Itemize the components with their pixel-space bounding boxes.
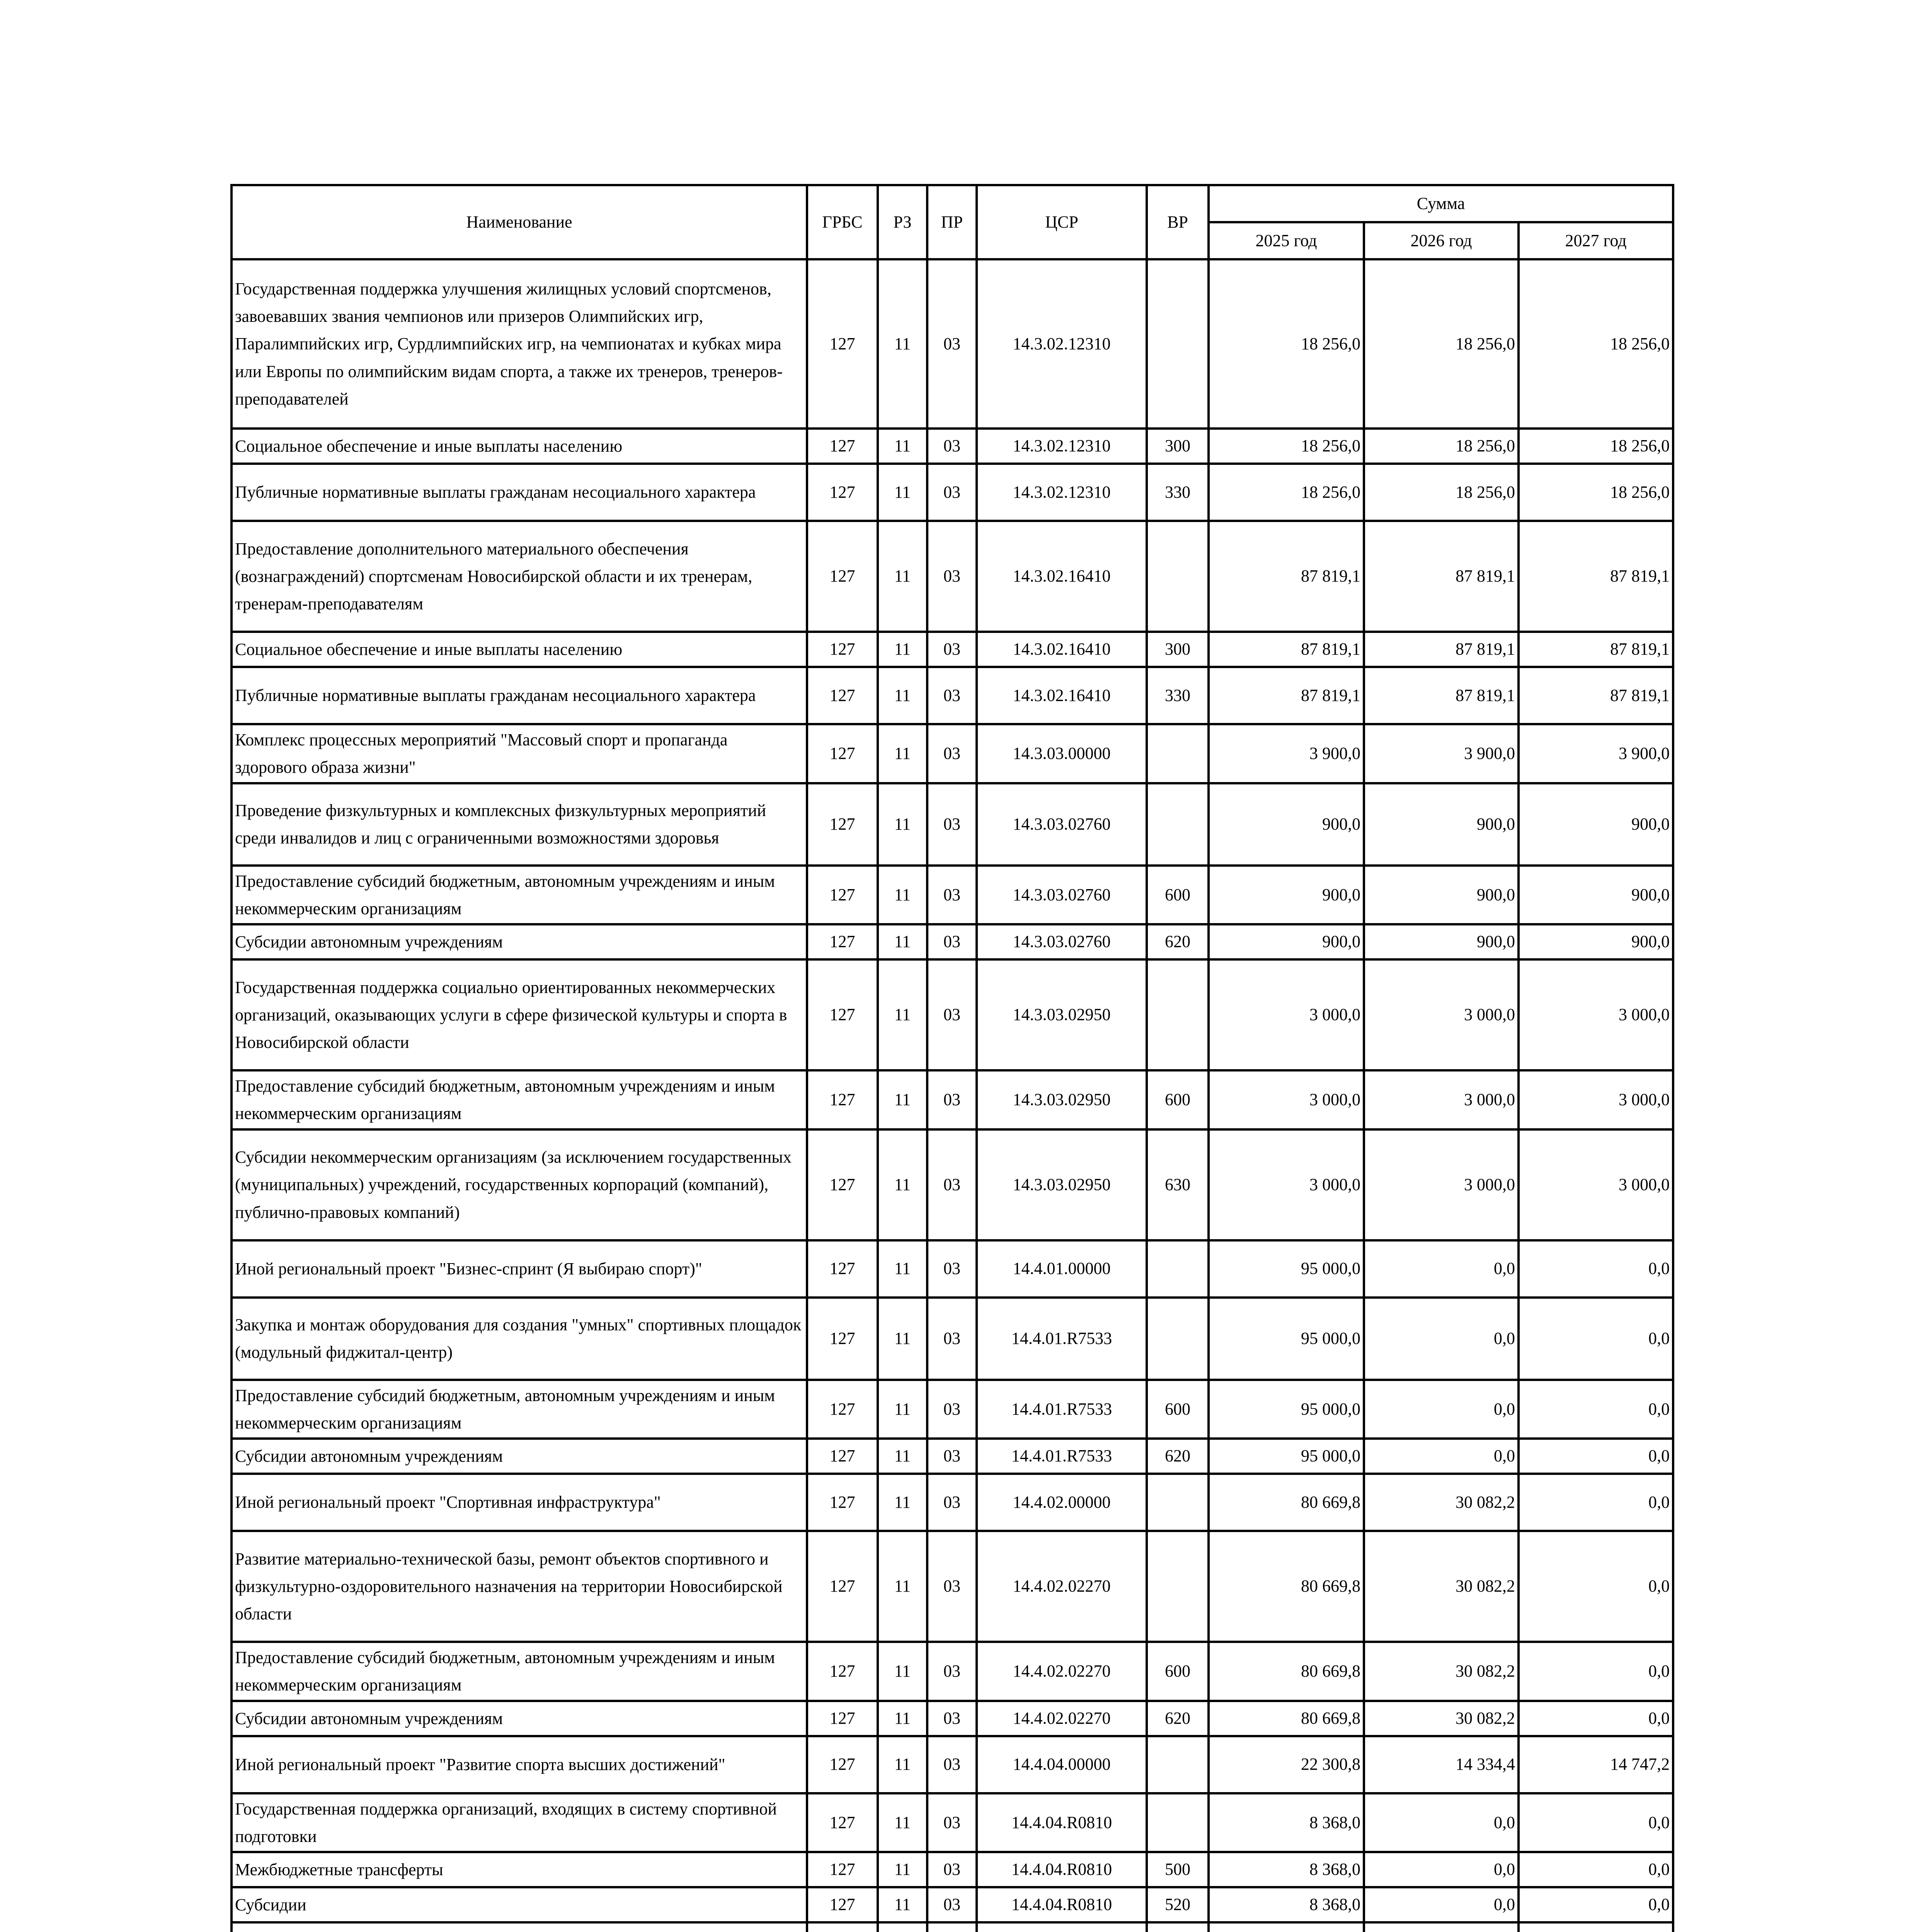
row-sum-2027: 0,0 (1519, 1852, 1673, 1887)
row-pr: 03 (927, 959, 977, 1070)
row-rz: 11 (878, 1531, 927, 1642)
row-vr (1147, 1474, 1209, 1531)
row-grbs: 127 (807, 1298, 878, 1380)
table-row (232, 1531, 1673, 1642)
row-pr: 03 (927, 259, 977, 429)
row-grbs: 127 (807, 1531, 878, 1642)
row-csr: 14.4.02.00000 (977, 1474, 1147, 1531)
row-sum-2026: 18 256,0 (1364, 259, 1519, 429)
row-grbs: 127 (807, 1240, 878, 1298)
row-rz: 11 (878, 1642, 927, 1701)
table-row (232, 464, 1673, 521)
row-grbs: 127 (807, 1852, 878, 1887)
row-grbs (807, 1922, 878, 1932)
row-sum-2026: 18 256,0 (1364, 429, 1519, 464)
table-row (232, 1922, 1673, 1932)
header-year-2025: 2025 год (1209, 222, 1364, 259)
header-csr: ЦСР (977, 185, 1147, 259)
row-vr: 630 (1147, 1129, 1209, 1240)
row-sum-2027: 900,0 (1519, 866, 1673, 925)
row-sum-2025: 3 900,0 (1209, 724, 1364, 783)
row-sum-2026: 900,0 (1364, 924, 1519, 959)
row-sum-2025 (1209, 1922, 1364, 1932)
row-rz: 11 (878, 667, 927, 724)
row-vr: 600 (1147, 866, 1209, 925)
row-grbs: 127 (807, 959, 878, 1070)
row-grbs: 127 (807, 1642, 878, 1701)
row-rz: 11 (878, 924, 927, 959)
row-sum-2026: 0,0 (1364, 1240, 1519, 1298)
row-sum-2026: 14 334,4 (1364, 1736, 1519, 1793)
table-row (232, 924, 1673, 959)
row-sum-2026: 0,0 (1364, 1439, 1519, 1474)
row-sum-2026: 0,0 (1364, 1852, 1519, 1887)
row-csr: 14.4.01.R7533 (977, 1380, 1147, 1439)
row-vr (1147, 1736, 1209, 1793)
row-vr: 600 (1147, 1070, 1209, 1129)
row-pr: 03 (927, 924, 977, 959)
row-sum-2025: 95 000,0 (1209, 1240, 1364, 1298)
row-name: Развитие материально-технической базы, ремонт объектов спортивного и физкультурно-оздоровительного назначения на территории Новосибирской области (232, 1531, 807, 1642)
row-sum-2027: 900,0 (1519, 924, 1673, 959)
row-sum-2026: 0,0 (1364, 1887, 1519, 1922)
row-rz: 11 (878, 1887, 927, 1922)
row-sum-2027: 0,0 (1519, 1474, 1673, 1531)
row-vr: 600 (1147, 1380, 1209, 1439)
row-rz: 11 (878, 632, 927, 667)
row-grbs: 127 (807, 632, 878, 667)
row-pr: 03 (927, 1852, 977, 1887)
row-sum-2025: 80 669,8 (1209, 1701, 1364, 1736)
row-pr: 03 (927, 1531, 977, 1642)
row-grbs: 127 (807, 667, 878, 724)
row-name: Предоставление субсидий бюджетным, автономным учреждениям и иным некоммерческим организациям (232, 1070, 807, 1129)
row-sum-2025: 3 000,0 (1209, 959, 1364, 1070)
table-row (232, 429, 1673, 464)
row-vr (1147, 783, 1209, 866)
table-row (232, 667, 1673, 724)
row-sum-2026 (1364, 1922, 1519, 1932)
row-grbs: 127 (807, 924, 878, 959)
row-name: Публичные нормативные выплаты гражданам несоциального характера (232, 464, 807, 521)
row-sum-2026: 3 000,0 (1364, 1129, 1519, 1240)
row-vr: 330 (1147, 464, 1209, 521)
row-csr: 14.3.02.16410 (977, 521, 1147, 632)
row-vr: 620 (1147, 1439, 1209, 1474)
row-sum-2026: 3 900,0 (1364, 724, 1519, 783)
row-sum-2026: 3 000,0 (1364, 1070, 1519, 1129)
header-pr: ПР (927, 185, 977, 259)
table-row (232, 1852, 1673, 1887)
row-name: Закупка и монтаж оборудования для создания "умных" спортивных площадок (модульный фиджитал-центр) (232, 1298, 807, 1380)
row-pr: 03 (927, 1129, 977, 1240)
row-vr: 600 (1147, 1642, 1209, 1701)
row-sum-2027: 3 000,0 (1519, 1070, 1673, 1129)
row-sum-2026: 30 082,2 (1364, 1701, 1519, 1736)
row-sum-2025: 900,0 (1209, 866, 1364, 925)
row-name: Государственная поддержка социально ориентированных некоммерческих организаций, оказывающих услуги в сфере физической культуры и спорта в Новосибирской области (232, 959, 807, 1070)
row-pr: 03 (927, 1474, 977, 1531)
row-vr (1147, 1922, 1209, 1932)
table-row (232, 1887, 1673, 1922)
row-sum-2026: 18 256,0 (1364, 464, 1519, 521)
row-sum-2025: 80 669,8 (1209, 1642, 1364, 1701)
row-sum-2027: 87 819,1 (1519, 632, 1673, 667)
row-vr (1147, 1793, 1209, 1852)
row-csr: 14.4.01.R7533 (977, 1439, 1147, 1474)
row-sum-2027: 3 000,0 (1519, 959, 1673, 1070)
row-pr: 03 (927, 1887, 977, 1922)
row-rz: 11 (878, 1298, 927, 1380)
header-sum: Сумма (1209, 185, 1673, 222)
row-sum-2027 (1519, 1922, 1673, 1932)
row-vr: 300 (1147, 429, 1209, 464)
row-pr: 03 (927, 1070, 977, 1129)
row-name: Субсидии некоммерческим организациям (за исключением государственных (муниципальных) учреждений, государственных корпораций (компаний), публично-правовых компаний) (232, 1129, 807, 1240)
row-rz: 11 (878, 521, 927, 632)
row-sum-2027: 3 000,0 (1519, 1129, 1673, 1240)
row-name: Иной региональный проект "Спортивная инфраструктура" (232, 1474, 807, 1531)
row-sum-2026: 900,0 (1364, 783, 1519, 866)
row-csr: 14.4.02.02270 (977, 1701, 1147, 1736)
row-sum-2027: 0,0 (1519, 1642, 1673, 1701)
header-vr: ВР (1147, 185, 1209, 259)
row-grbs: 127 (807, 1070, 878, 1129)
row-sum-2027: 0,0 (1519, 1887, 1673, 1922)
row-rz: 11 (878, 259, 927, 429)
row-name: Государственная поддержка улучшения жилищных условий спортсменов, завоевавших звания чемпионов или призеров Олимпийских игр, Паралимпийских игр, Сурдлимпийских игр, на чемпионатах и кубках мира или Европы по олимпийским видам спорта, а также их тренеров, тренеров-преподавателей (232, 259, 807, 429)
row-rz: 11 (878, 959, 927, 1070)
row-csr: 14.3.02.12310 (977, 464, 1147, 521)
row-sum-2025: 18 256,0 (1209, 464, 1364, 521)
row-pr: 03 (927, 1240, 977, 1298)
row-csr: 14.3.03.02950 (977, 959, 1147, 1070)
table-row (232, 1240, 1673, 1298)
row-pr: 03 (927, 1642, 977, 1701)
row-csr: 14.4.04.R0810 (977, 1887, 1147, 1922)
row-sum-2027: 0,0 (1519, 1531, 1673, 1642)
row-sum-2025: 8 368,0 (1209, 1887, 1364, 1922)
row-pr: 03 (927, 1793, 977, 1852)
row-vr: 520 (1147, 1887, 1209, 1922)
row-vr: 330 (1147, 667, 1209, 724)
row-sum-2025: 18 256,0 (1209, 429, 1364, 464)
row-vr: 620 (1147, 924, 1209, 959)
row-csr: 14.3.03.02950 (977, 1129, 1147, 1240)
row-rz: 11 (878, 1380, 927, 1439)
row-sum-2027: 0,0 (1519, 1240, 1673, 1298)
row-pr: 03 (927, 1298, 977, 1380)
row-grbs: 127 (807, 1887, 878, 1922)
row-rz: 11 (878, 1474, 927, 1531)
row-sum-2025: 95 000,0 (1209, 1380, 1364, 1439)
table-row (232, 959, 1673, 1070)
row-sum-2027: 14 747,2 (1519, 1736, 1673, 1793)
row-vr: 500 (1147, 1852, 1209, 1887)
row-sum-2026: 900,0 (1364, 866, 1519, 925)
row-rz: 11 (878, 1240, 927, 1298)
row-sum-2027: 3 900,0 (1519, 724, 1673, 783)
table-body (232, 259, 1673, 1932)
row-vr (1147, 1531, 1209, 1642)
row-vr (1147, 521, 1209, 632)
row-csr: 14.4.04.00000 (977, 1736, 1147, 1793)
header-year-2026: 2026 год (1364, 222, 1519, 259)
row-csr: 14.4.04.R0810 (977, 1793, 1147, 1852)
row-sum-2027: 900,0 (1519, 783, 1673, 866)
row-vr: 300 (1147, 632, 1209, 667)
row-sum-2026: 87 819,1 (1364, 667, 1519, 724)
row-pr: 03 (927, 724, 977, 783)
row-grbs: 127 (807, 1793, 878, 1852)
row-sum-2027: 87 819,1 (1519, 667, 1673, 724)
header-name: Наименование (232, 185, 807, 259)
row-csr: 14.3.03.02760 (977, 924, 1147, 959)
row-rz: 11 (878, 464, 927, 521)
row-csr: 14.4.02.02270 (977, 1531, 1147, 1642)
table-row (232, 866, 1673, 925)
table-row (232, 783, 1673, 866)
row-rz: 11 (878, 1852, 927, 1887)
row-sum-2025: 80 669,8 (1209, 1474, 1364, 1531)
row-sum-2026: 30 082,2 (1364, 1642, 1519, 1701)
budget-table (230, 184, 1674, 1932)
table-header (232, 185, 1673, 259)
row-name: Предоставление субсидий бюджетным, автономным учреждениям и иным некоммерческим организациям (232, 1642, 807, 1701)
row-sum-2025: 900,0 (1209, 783, 1364, 866)
row-sum-2027: 18 256,0 (1519, 429, 1673, 464)
row-grbs: 127 (807, 783, 878, 866)
row-rz: 11 (878, 1070, 927, 1129)
row-rz: 11 (878, 429, 927, 464)
row-sum-2025: 22 300,8 (1209, 1736, 1364, 1793)
table-row (232, 1439, 1673, 1474)
row-rz: 11 (878, 866, 927, 925)
row-sum-2027: 18 256,0 (1519, 464, 1673, 521)
row-name: Предоставление дополнительного материального обеспечения (вознаграждений) спортсменам Новосибирской области и их тренерам, тренерам-преподавателям (232, 521, 807, 632)
header-year-2027: 2027 год (1519, 222, 1673, 259)
row-sum-2025: 3 000,0 (1209, 1070, 1364, 1129)
row-csr: 14.3.03.00000 (977, 724, 1147, 783)
row-csr: 14.3.03.02760 (977, 783, 1147, 866)
row-rz: 11 (878, 783, 927, 866)
row-rz: 11 (878, 1793, 927, 1852)
row-pr: 03 (927, 866, 977, 925)
table-row (232, 1701, 1673, 1736)
row-grbs: 127 (807, 1380, 878, 1439)
row-grbs: 127 (807, 866, 878, 925)
table-row (232, 724, 1673, 783)
row-sum-2025: 8 368,0 (1209, 1852, 1364, 1887)
row-grbs: 127 (807, 1474, 878, 1531)
row-sum-2027: 0,0 (1519, 1298, 1673, 1380)
row-csr: 14.4.04.R0810 (977, 1852, 1147, 1887)
row-grbs: 127 (807, 521, 878, 632)
row-csr: 14.4.01.R7533 (977, 1298, 1147, 1380)
row-pr: 03 (927, 1701, 977, 1736)
header-grbs: ГРБС (807, 185, 878, 259)
row-name: Иной региональный проект "Бизнес-спринт (Я выбираю спорт)" (232, 1240, 807, 1298)
row-sum-2025: 95 000,0 (1209, 1439, 1364, 1474)
row-name: Комплекс процессных мероприятий "Массовый спорт и пропаганда здорового образа жизни" (232, 724, 807, 783)
row-rz: 11 (878, 1736, 927, 1793)
row-sum-2026: 0,0 (1364, 1380, 1519, 1439)
row-vr (1147, 259, 1209, 429)
row-vr (1147, 724, 1209, 783)
row-sum-2027: 0,0 (1519, 1380, 1673, 1439)
row-name: Иной региональный проект "Развитие спорта высших достижений" (232, 1736, 807, 1793)
row-csr: 14.3.02.12310 (977, 259, 1147, 429)
row-name (232, 1922, 807, 1932)
row-pr: 03 (927, 1736, 977, 1793)
row-name: Субсидии автономным учреждениям (232, 924, 807, 959)
row-rz: 11 (878, 1129, 927, 1240)
header-rz: РЗ (878, 185, 927, 259)
row-sum-2026: 3 000,0 (1364, 959, 1519, 1070)
row-sum-2025: 87 819,1 (1209, 667, 1364, 724)
row-csr: 14.4.01.00000 (977, 1240, 1147, 1298)
row-sum-2025: 18 256,0 (1209, 259, 1364, 429)
row-csr: 14.3.02.12310 (977, 429, 1147, 464)
row-sum-2025: 900,0 (1209, 924, 1364, 959)
row-rz: 11 (878, 1439, 927, 1474)
row-sum-2026: 0,0 (1364, 1793, 1519, 1852)
table-row (232, 1474, 1673, 1531)
row-name: Предоставление субсидий бюджетным, автономным учреждениям и иным некоммерческим организациям (232, 1380, 807, 1439)
row-pr: 03 (927, 667, 977, 724)
table-row (232, 1736, 1673, 1793)
row-sum-2026: 0,0 (1364, 1298, 1519, 1380)
row-sum-2025: 80 669,8 (1209, 1531, 1364, 1642)
row-rz (878, 1922, 927, 1932)
row-csr: 14.4.02.02270 (977, 1642, 1147, 1701)
row-grbs: 127 (807, 259, 878, 429)
row-sum-2026: 30 082,2 (1364, 1474, 1519, 1531)
row-grbs: 127 (807, 1701, 878, 1736)
row-rz: 11 (878, 1701, 927, 1736)
row-sum-2025: 3 000,0 (1209, 1129, 1364, 1240)
row-pr: 03 (927, 429, 977, 464)
row-vr (1147, 1298, 1209, 1380)
row-pr: 03 (927, 1380, 977, 1439)
row-name: Государственная поддержка организаций, входящих в систему спортивной подготовки (232, 1793, 807, 1852)
table-row (232, 1793, 1673, 1852)
row-name: Публичные нормативные выплаты гражданам несоциального характера (232, 667, 807, 724)
row-vr (1147, 1240, 1209, 1298)
row-name: Социальное обеспечение и иные выплаты населению (232, 429, 807, 464)
row-grbs: 127 (807, 429, 878, 464)
table-row (232, 259, 1673, 429)
row-grbs: 127 (807, 724, 878, 783)
row-pr: 03 (927, 521, 977, 632)
row-name: Социальное обеспечение и иные выплаты населению (232, 632, 807, 667)
row-name: Субсидии (232, 1887, 807, 1922)
row-sum-2026: 87 819,1 (1364, 632, 1519, 667)
table-row (232, 632, 1673, 667)
row-name: Проведение физкультурных и комплексных физкультурных мероприятий среди инвалидов и лиц с ограниченными возможностями здоровья (232, 783, 807, 866)
row-vr (1147, 959, 1209, 1070)
row-sum-2026: 30 082,2 (1364, 1531, 1519, 1642)
row-pr: 03 (927, 783, 977, 866)
row-grbs: 127 (807, 1129, 878, 1240)
row-name: Предоставление субсидий бюджетным, автономным учреждениям и иным некоммерческим организациям (232, 866, 807, 925)
row-grbs: 127 (807, 1736, 878, 1793)
row-vr: 620 (1147, 1701, 1209, 1736)
row-name: Субсидии автономным учреждениям (232, 1439, 807, 1474)
row-pr: 03 (927, 1439, 977, 1474)
row-sum-2027: 18 256,0 (1519, 259, 1673, 429)
row-grbs: 127 (807, 464, 878, 521)
row-sum-2027: 0,0 (1519, 1793, 1673, 1852)
table-row (232, 1380, 1673, 1439)
table-row (232, 1129, 1673, 1240)
row-csr: 14.3.02.16410 (977, 667, 1147, 724)
row-csr: 14.3.02.16410 (977, 632, 1147, 667)
row-pr: 03 (927, 464, 977, 521)
row-pr: 03 (927, 632, 977, 667)
table-row (232, 1642, 1673, 1701)
row-sum-2025: 8 368,0 (1209, 1793, 1364, 1852)
row-sum-2027: 87 819,1 (1519, 521, 1673, 632)
table-row (232, 521, 1673, 632)
row-sum-2025: 95 000,0 (1209, 1298, 1364, 1380)
row-pr (927, 1922, 977, 1932)
row-csr (977, 1922, 1147, 1932)
row-sum-2025: 87 819,1 (1209, 521, 1364, 632)
row-sum-2027: 0,0 (1519, 1701, 1673, 1736)
row-name: Субсидии автономным учреждениям (232, 1701, 807, 1736)
table-row (232, 1070, 1673, 1129)
table-row (232, 1298, 1673, 1380)
row-sum-2025: 87 819,1 (1209, 632, 1364, 667)
row-grbs: 127 (807, 1439, 878, 1474)
row-sum-2027: 0,0 (1519, 1439, 1673, 1474)
row-csr: 14.3.03.02760 (977, 866, 1147, 925)
row-csr: 14.3.03.02950 (977, 1070, 1147, 1129)
row-rz: 11 (878, 724, 927, 783)
row-name: Межбюджетные трансферты (232, 1852, 807, 1887)
row-sum-2026: 87 819,1 (1364, 521, 1519, 632)
